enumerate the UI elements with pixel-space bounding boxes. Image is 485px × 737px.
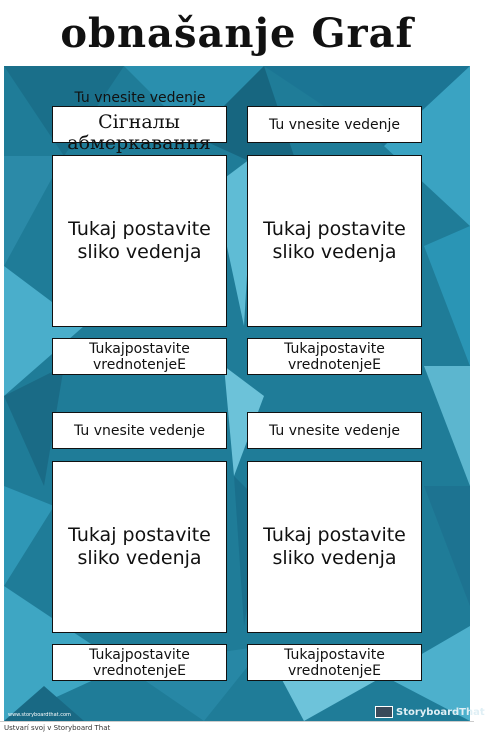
panel-3-rating[interactable] — [52, 644, 227, 681]
logo-icon — [375, 706, 393, 718]
panel-1-rating-text: Tukajpostavite vrednotenjeE — [89, 340, 190, 373]
panel-3-image-placeholder[interactable] — [52, 461, 227, 633]
panel-3-behavior-text: Tu vnesite vedenje — [73, 422, 206, 439]
panel-3-image-text: Tukaj postavite sliko vedenja — [68, 524, 211, 569]
panel-2-image-text: Tukaj postavite sliko vedenja — [263, 218, 406, 263]
panel-2-behavior-label[interactable] — [247, 106, 422, 143]
panel-4-behavior-text: Tu vnesite vedenje — [268, 422, 401, 439]
panel-4-rating[interactable] — [247, 644, 422, 681]
watermark-url: www.storyboardthat.com — [8, 712, 71, 718]
panel-1-image-placeholder[interactable] — [52, 155, 227, 327]
panel-4-rating-text: Tukajpostavite vrednotenjeE — [284, 646, 385, 679]
panel-2-rating[interactable] — [247, 338, 422, 375]
footer-bar — [0, 721, 474, 737]
panel-3-behavior-label[interactable] — [52, 412, 227, 449]
panel-2-rating-text: Tukajpostavite vrednotenjeE — [284, 340, 385, 373]
logo-text: StoryboardThat — [396, 706, 485, 718]
panel-2-behavior-text: Tu vnesite vedenje — [268, 116, 401, 133]
panel-3-rating-text: Tukajpostavite vrednotenjeE — [89, 646, 190, 679]
panel-4-behavior-label[interactable] — [247, 412, 422, 449]
title-bar — [0, 0, 474, 66]
overlay-handwritten-text: Сігналы абмеркавання — [67, 111, 211, 154]
panel-4-image-text: Tukaj postavite sliko vedenja — [263, 524, 406, 569]
storyboardthat-logo[interactable] — [375, 705, 485, 719]
poster-title: obnašanje Graf — [60, 9, 414, 57]
panel-1-image-text: Tukaj postavite sliko vedenja — [68, 218, 211, 263]
panel-4-image-placeholder[interactable] — [247, 461, 422, 633]
overlay-label-text: Tu vnesite vedenje — [74, 90, 206, 106]
panel-1-rating[interactable] — [52, 338, 227, 375]
footer-text[interactable]: Ustvarí svoj v Storyboard That — [4, 724, 111, 732]
panel-2-image-placeholder[interactable] — [247, 155, 422, 327]
